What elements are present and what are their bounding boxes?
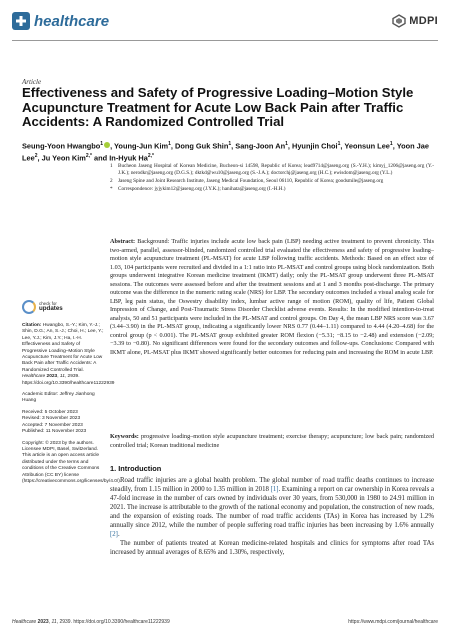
abstract xyxy=(110,238,434,357)
published-date: Published: 11 November 2023 xyxy=(22,429,87,435)
copyright-notice: Copyright: © 2023 by the authors. Licensee MDPI, Basel, Switzerland. This article is an open access article distributed under the terms and conditions of the Creative Commons Attribution (CC BY) license (https://creativecommons.org/licenses/by/4.0/). xyxy=(22,440,122,484)
citation: Citation: Hwangbo, S.-Y.; Kim, Y.-J.; Shin, D.G.; An, S.-J.; Choi, H.; Lee, Y.; Lee, Y.J.; Kim, J.Y.; Ha, I.-H. Effectiveness and Safety of Progressive Loading–Motion Style Acupuncture Treatment for Acute Low Back Pain after Traffic Accidents: A Randomized Controlled Trial. Healthcare 2023, 11, 2939. https://doi.org/10.3390/healthcare11222939 xyxy=(22,323,115,386)
section-heading: 1. Introduction xyxy=(110,464,162,473)
check-for-updates-button[interactable]: check for updates xyxy=(22,300,104,314)
publisher-name: MDPI xyxy=(409,15,438,27)
author-affiliation-mark: 1 xyxy=(285,141,288,147)
author-affiliation-mark: 1 xyxy=(389,141,393,147)
author-name[interactable]: Yeonsun Lee xyxy=(344,141,390,151)
keywords xyxy=(110,433,434,450)
article-sidebar xyxy=(22,300,122,490)
mdpi-logo-icon xyxy=(392,14,406,28)
journal-logo[interactable] xyxy=(12,12,109,30)
accepted-date: Accepted: 7 November 2023 xyxy=(22,422,83,428)
abstract-text: Background: Traffic injuries include acute low back pain (LBP) needing active treatment to prevent chronicity. This two-armed, parallel, assessor-blinded, randomized controlled trial evaluated the effectiveness and safety of progressive loading–motion style acupuncture treatment (PL-MSAT) for acute LBP following traffic accidents. Methods: Based on an effect size of 1.03, 104 participants were recruited and divided in a 1:1 ratio into PL-MSAT and control groups using block randomization. Both groups underwent integrative Korean medicine treatment (IKMT) daily; only the PL-MSAT group underwent three PL-MSAT sessions. The outcomes were assessed before and after the treatment sessions and at 1 and 3 months post-discharge. The primary outcome was the difference in the numeric rating scale (NRS) for LBP. The secondary outcomes included a visual analog scale for LBP, leg pain status, the Oswestry disability index, lumbar active range of motion (ROM), quality of life, Patient Global Impression of Change, and Post-Traumatic Stress Disorder Checklist adverse events. Results: In the modified intention-to-treat analysis, 50 and 51 participants were included in the PL-MSAT and control groups. On Day 4, the mean LBP NRS score was 3.67 (3.44–3.90) in the PL-MSAT group, indicating a significantly lower NRS 0.77 (0.44–1.11) compared to 4.44 (4.20–4.68) for the control group (p < 0.001). The PL-MSAT group exhibited greater ROM flexion (−5.31; −8.15 to −2.48) and extension (−2.09; −3.39 to −0.80). No significant differences were found for the secondary outcomes and follow-ups. Conclusions: Compared with IKMT alone, PL-MSAT plus IKMT showed significantly better outcomes for reducing pain and increasing the ROM in acute LBP. xyxy=(110,238,435,356)
received-date: Received: 5 October 2023 xyxy=(22,409,78,415)
article-type: Article xyxy=(22,78,42,86)
journal-url-link[interactable]: https://www.mdpi.com/journal/healthcare xyxy=(348,619,438,625)
updates-icon xyxy=(22,300,36,314)
article-title: Effectiveness and Safety of Progressive Loading–Motion Style Acupuncture Treatment for Acute Low Back Pain after Traffic Accidents: A Randomized Controlled Trial xyxy=(22,85,414,129)
author-affiliation-mark: 2 xyxy=(34,153,38,160)
author-affiliation-mark: 1 xyxy=(168,141,171,147)
author-name[interactable]: Dong Guk Shin xyxy=(175,141,229,151)
keywords-label: Keywords: xyxy=(110,433,139,440)
author-name[interactable]: Yoon Jae Lee xyxy=(22,141,429,163)
author-name[interactable]: Seung-Yoon Hwangbo xyxy=(22,141,101,151)
paragraph: The number of patients treated at Korean medicine-related hospitals and clinics for symptoms after road TAs increased by annual averages of 8.65% and 1.30%, respectively, xyxy=(110,540,434,556)
author-name[interactable]: Young-Jun Kim xyxy=(114,141,169,151)
author-affiliation-mark: 1 xyxy=(228,141,232,147)
author-name[interactable]: Sang-Joon An xyxy=(235,141,286,151)
publication-dates xyxy=(22,410,104,436)
journal-header xyxy=(12,12,438,36)
citation-doi-link[interactable]: , 2939. https://doi.org/10.3390/healthcare11222939 xyxy=(22,374,115,386)
affiliation-item: 1 Bucheon Jaseng Hospital of Korean Medicine, Bucheon-si 14598, Republic of Korea; lead9714@jaseng.org (S.-Y.H.); kimyj_1206@jaseng.org (Y.-J.K.); nerodkr@jaseng.org (D.G.S.); dktkd@wu10@jaseng.org (S.-J.A.); doctorchj@jaseng.org (H.C.); ewisdom@jaseng.org (Y.L.) xyxy=(110,163,434,176)
reference-link[interactable]: [1] xyxy=(270,486,279,493)
affiliations xyxy=(110,163,434,194)
author-affiliation-mark: 2,* xyxy=(85,153,92,160)
header-divider xyxy=(12,40,438,41)
affiliation-item: 2 Jaseng Spine and Joint Research Institute, Jaseng Medical Foundation, Seoul 06110, Republic of Korea; goodsmile@jaseng.org xyxy=(110,178,384,184)
author-affiliation-mark: 1 xyxy=(337,141,341,147)
author-name[interactable]: Hyunjin Choi xyxy=(291,141,338,151)
revised-date: Revised: 3 November 2023 xyxy=(22,416,81,422)
academic-editor: Academic Editor: Jeffrey Jianhong Huang xyxy=(22,392,95,404)
healthcare-logo-icon xyxy=(12,12,30,30)
reference-link[interactable]: [2] xyxy=(110,531,118,538)
author-affiliation-mark: 1 xyxy=(100,141,104,147)
footer-doi-link[interactable]: , 2939. https://doi.org/10.3390/healthcare11222939 xyxy=(56,619,170,625)
publisher-logo[interactable] xyxy=(392,14,438,28)
author-name[interactable]: In-Hyuk Ha xyxy=(109,153,148,163)
introduction-body xyxy=(110,476,434,557)
correspondence: * Correspondence: jyjykim12@jaseng.org (J.Y.K.); hanihata@jaseng.org (I.-H.H.) xyxy=(110,186,286,192)
footer-citation: Healthcare 2023, 11, 2939. https://doi.org/10.3390/healthcare11222939 xyxy=(12,619,170,625)
author-list: Seung-Yoon Hwangbo$^1$ , Young-Jun Kim$^1$, Dong Guk Shin$^1$, Sang-Joon An$^1$, Hyunjin Choi$^1$, Yeonsun Lee$^1$, Yoon Jae Lee$^2$, Ju Yeon Kim$^{2,*}$ and In-Hyuk $Ha^{2,*}$ xyxy=(22,141,429,163)
author-affiliation-mark: 2,* xyxy=(147,153,154,160)
abstract-label: Abstract: xyxy=(110,238,136,245)
author-name[interactable]: Ju Yeon Kim xyxy=(41,153,86,163)
journal-name: healthcare xyxy=(34,12,110,30)
keywords-text: progressive loading–motion style acupuncture treatment; exercise therapy; acupuncture; low back pain; randomized controlled trial; Korean traditional medicine xyxy=(110,433,435,449)
paragraph: Road traffic injuries are a global health problem. The global number of road traffic deaths continues to increase steadily, from 1.15 million in 2000 to 1.35 million in 2018 [1]. Examining a report on car ownership in Korea reveals a 47-fold increase in the number of cars owned by individuals over 30 years, from 530,000 in 1980 to 24.91 million in 2021. The increase is attributable to the growth of the national economy and population, the construction of new roads, and the expansion of existing roads. The number of road traffic accidents (TAs) in Korea has increased by 1.2% annually since 2012, while the number of people suffering road traffic injuries has been increasing by 1.6% annually [2]. xyxy=(110,477,434,538)
